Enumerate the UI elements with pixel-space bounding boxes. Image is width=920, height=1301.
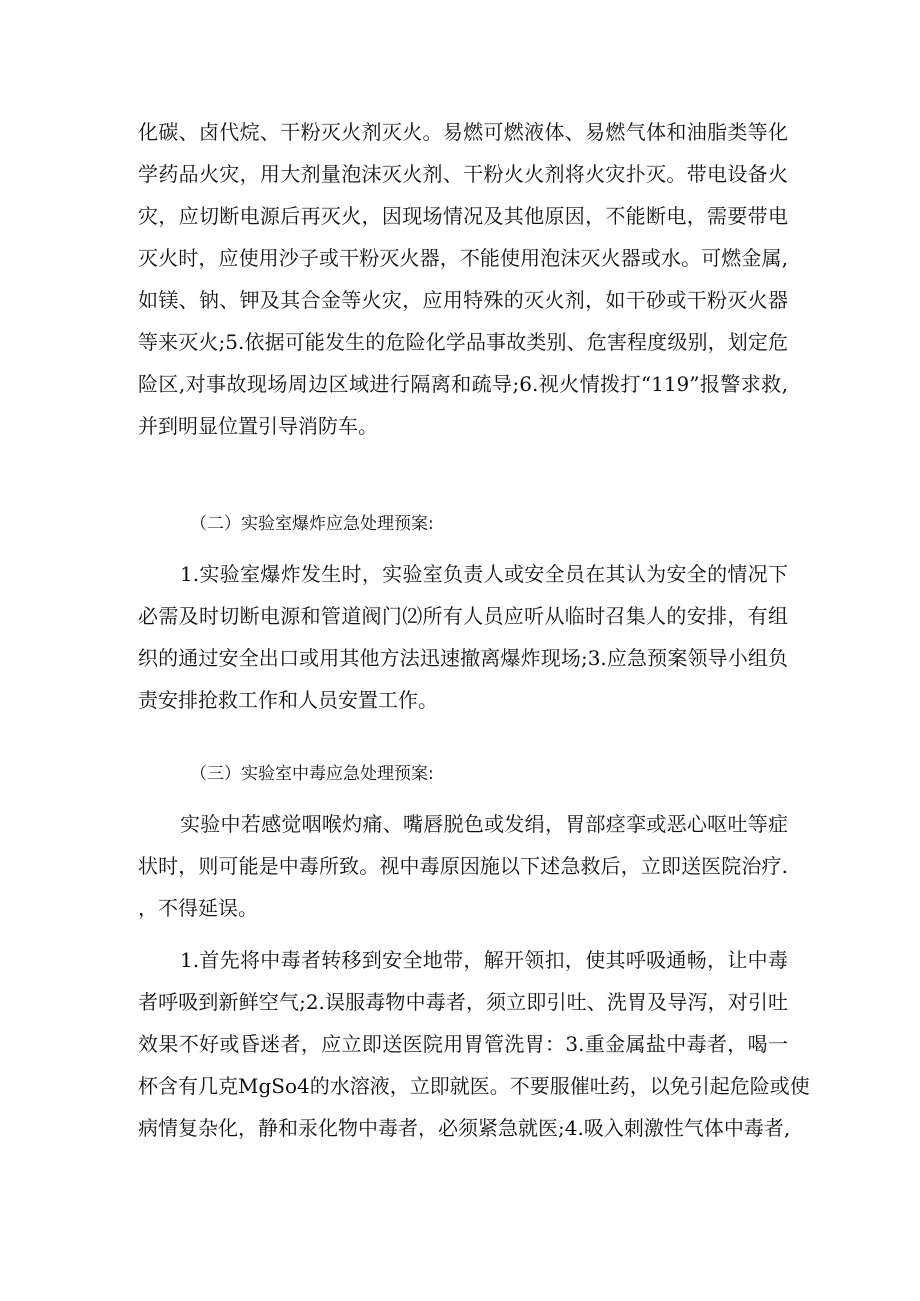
text-line: 1.实验室爆炸发生时，实验室负责人或安全员在其认为安全的情况下 [180,562,788,586]
text-line: 织的通过安全出口或用其他方法迅速撤离爆炸现场;3.应急预案领导小组负 [138,646,788,670]
text-line: ，不得延误。 [138,896,258,920]
text-line: 实验中若感觉咽喉灼痛、嘴唇脱色或发绢，胃部痉挛或恶心呕吐等症 [180,812,788,836]
text-line: 并到明显位置引导消防车。 [138,414,378,438]
text-line: 病情复杂化，静和汞化物中毒者，必须紧急就医;4.吸入刺激性气体中毒者, [138,1116,791,1140]
explosion-plan-heading: （二）实验室爆炸应急处理预案: [190,514,434,534]
text-line: 如镁、钠、钾及其合金等火灾，应用特殊的灭火剂，如干砂或干粉灭火器 [138,288,788,312]
text-line: 1.首先将中毒者转移到安全地带，解开领扣，使其呼吸通畅，让中毒 [180,948,788,972]
text-line: 责安排抢救工作和人员安置工作。 [138,688,438,712]
text-line: 化碳、卤代烷、干粉灭火剂灭火。易燃可燃液体、易燃气体和油脂类等化 [138,120,788,144]
text-line: 等来灭火;5.依据可能发生的危险化学品事故类别、危害程度级别，划定危 [138,330,788,354]
text-line: 灾，应切断电源后再灭火，因现场情况及其他原因，不能断电，需要带电 [138,204,788,228]
text-line: 必需及时切断电源和管道阀门⑵所有人员应听从临时召集人的安排，有组 [138,604,788,628]
text-line: 者呼吸到新鲜空气;2.误服毒物中毒者，须立即引吐、洗胃及导泻，对引吐 [138,990,788,1014]
text-line: 杯含有几克MgSo4的水溶液，立即就医。不要服催吐药，以免引起危险或使 [138,1074,810,1098]
poisoning-plan-heading: （三）实验室中毒应急处理预案: [190,764,434,784]
text-line: 状时，则可能是中毒所致。视中毒原因施以下述急救后，立即送医院治疗. [138,854,788,878]
text-line: 学药品火灾，用大剂量泡沫灭火剂、干粉火火剂将火灾扑灭。带电设备火 [138,162,788,186]
text-line: 效果不好或昏迷者，应立即送医院用胃管洗胃：3.重金属盐中毒者，喝一 [138,1032,788,1056]
text-line: 灭火时，应使用沙子或干粉灭火器，不能使用泡沫灭火器或水。可燃金属, [138,246,788,270]
text-line: 险区,对事故现场周边区域进行隔离和疏导;6.视火情拨打“119”报警求救, [138,372,788,396]
